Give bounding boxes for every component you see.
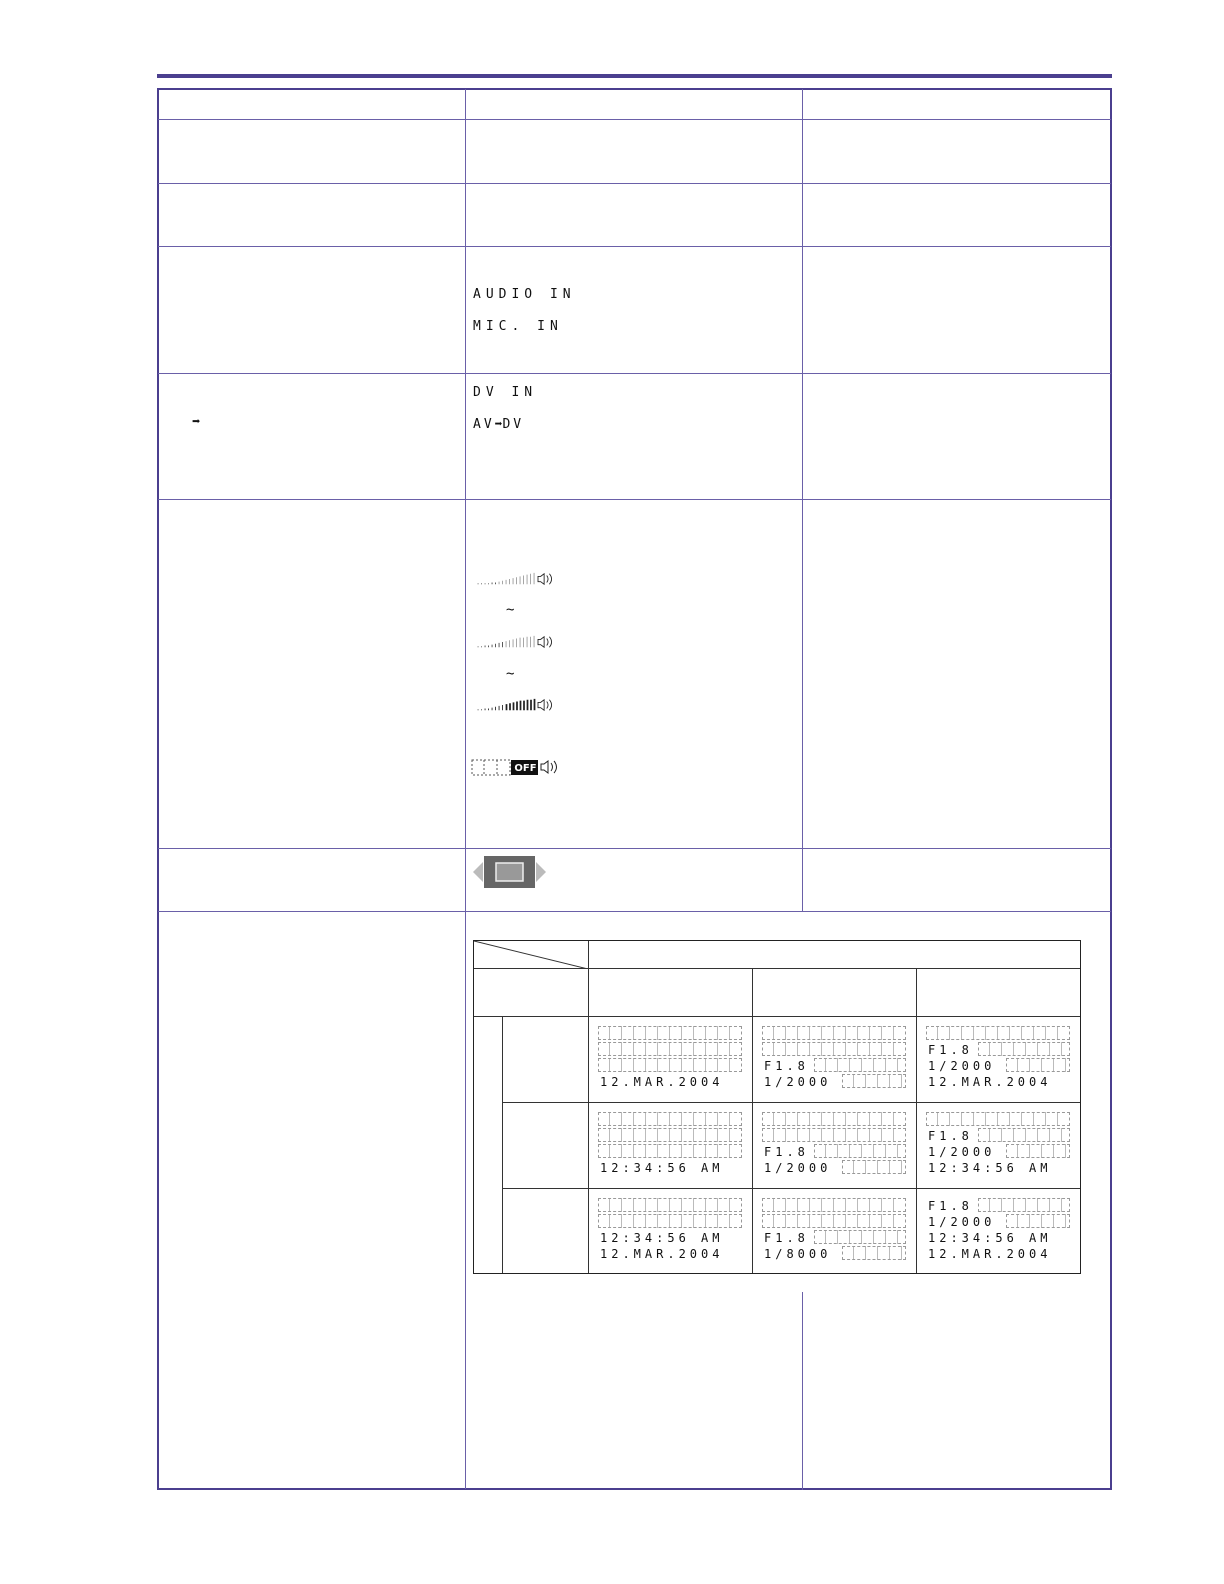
display-shutter-text: 1/2000 bbox=[764, 1161, 832, 1175]
dotted-grid-row bbox=[978, 1128, 1070, 1142]
display-cell-r1c1 bbox=[598, 1026, 743, 1092]
dotted-grid-row bbox=[814, 1058, 906, 1072]
audio-in-label: AUDIO IN bbox=[473, 287, 576, 302]
display-time-text: 12:34:56 AM bbox=[600, 1231, 724, 1245]
av-text: AV bbox=[473, 417, 495, 432]
dotted-grid-row bbox=[598, 1058, 742, 1072]
range-tilde: ~ bbox=[506, 602, 515, 618]
inner-col-c bbox=[916, 968, 917, 1273]
row-line-4 bbox=[158, 499, 1111, 500]
dotted-grid-row bbox=[762, 1026, 906, 1040]
header-rule bbox=[157, 74, 1112, 78]
col-divider-2 bbox=[802, 89, 803, 912]
dotted-grid-row bbox=[926, 1112, 1070, 1126]
display-aperture-text: F1.8 bbox=[764, 1231, 809, 1245]
display-date-text: 12.MAR.2004 bbox=[600, 1075, 724, 1089]
display-time-text: 12:34:56 AM bbox=[600, 1161, 724, 1175]
display-date-text: 12.MAR.2004 bbox=[928, 1075, 1052, 1089]
dotted-grid-row bbox=[598, 1198, 742, 1212]
display-cell-r1c3 bbox=[926, 1026, 1071, 1092]
volume-meter-max bbox=[471, 698, 563, 712]
dv-in-label: DV IN bbox=[473, 385, 538, 400]
dotted-grid-row bbox=[814, 1144, 906, 1158]
inner-col-a bbox=[588, 941, 589, 1273]
dotted-grid-row bbox=[762, 1128, 906, 1142]
row-line-6 bbox=[158, 911, 1111, 912]
display-aperture-text: F1.8 bbox=[928, 1043, 973, 1057]
dotted-grid-row bbox=[762, 1214, 906, 1228]
speaker-icon bbox=[538, 574, 552, 585]
dv-text: DV bbox=[502, 417, 525, 432]
dotted-grid-row bbox=[598, 1214, 742, 1228]
row-line-3 bbox=[158, 373, 1111, 374]
display-shutter-text: 1/2000 bbox=[928, 1059, 996, 1073]
range-tilde: ~ bbox=[506, 666, 515, 682]
dotted-grid-row bbox=[842, 1160, 906, 1174]
spec-table-frame bbox=[157, 88, 1112, 1490]
dotted-grid-row bbox=[598, 1144, 742, 1158]
dotted-grid-row bbox=[762, 1112, 906, 1126]
dotted-grid-row bbox=[1006, 1058, 1070, 1072]
display-aperture-text: F1.8 bbox=[764, 1145, 809, 1159]
dotted-grid-row bbox=[926, 1026, 1070, 1040]
speaker-icon bbox=[541, 761, 557, 773]
row-line-header bbox=[158, 119, 1111, 120]
display-aperture-text: F1.8 bbox=[764, 1059, 809, 1073]
display-date-text: 12.MAR.2004 bbox=[928, 1247, 1052, 1261]
volume-meter-low bbox=[471, 572, 563, 586]
row-line-1 bbox=[158, 183, 1111, 184]
col-divider-2-lower bbox=[802, 1292, 803, 1490]
display-shutter-text: 1/2000 bbox=[764, 1075, 832, 1089]
display-shutter-text: 1/2000 bbox=[928, 1145, 996, 1159]
display-cell-r2c3 bbox=[926, 1112, 1071, 1178]
display-shutter-text: 1/8000 bbox=[764, 1247, 832, 1261]
inner-line-1 bbox=[474, 968, 1080, 969]
speaker-icon bbox=[538, 700, 552, 711]
dotted-grid-row bbox=[978, 1198, 1070, 1212]
dotted-grid-row bbox=[598, 1042, 742, 1056]
dotted-grid-row bbox=[762, 1042, 906, 1056]
dotted-grid-row bbox=[598, 1112, 742, 1126]
row-line-2 bbox=[158, 246, 1111, 247]
arrow-icon: ➡ bbox=[192, 414, 201, 430]
display-time-text: 12:34:56 AM bbox=[928, 1231, 1052, 1245]
dotted-grid-row bbox=[1006, 1144, 1070, 1158]
display-shutter-text: 1/2000 bbox=[928, 1215, 996, 1229]
display-aperture-text: F1.8 bbox=[928, 1199, 973, 1213]
dotted-grid-row bbox=[978, 1042, 1070, 1056]
col-divider-1 bbox=[465, 89, 466, 1489]
row-line-5 bbox=[158, 848, 1111, 849]
display-cell-r2c1 bbox=[598, 1112, 743, 1178]
volume-meter-mid bbox=[471, 635, 563, 649]
off-label: OFF bbox=[514, 763, 537, 774]
corner-diagonal bbox=[474, 941, 588, 969]
dotted-grid-row bbox=[842, 1246, 906, 1260]
dotted-grid-row bbox=[762, 1198, 906, 1212]
dotted-grid-row bbox=[842, 1074, 906, 1088]
frame-nav-icon bbox=[473, 856, 547, 888]
display-cell-r3c3 bbox=[926, 1198, 1071, 1264]
inner-col-left bbox=[502, 1016, 503, 1273]
display-cell-r1c2 bbox=[762, 1026, 907, 1092]
display-aperture-text: F1.8 bbox=[928, 1129, 973, 1143]
dotted-grid-row bbox=[814, 1230, 906, 1244]
inner-line-2 bbox=[474, 1016, 1080, 1017]
dotted-grid-row bbox=[598, 1128, 742, 1142]
speaker-icon bbox=[538, 637, 552, 648]
mic-in-label: MIC. IN bbox=[473, 319, 563, 334]
display-cell-r2c2 bbox=[762, 1112, 907, 1178]
display-date-text: 12.MAR.2004 bbox=[600, 1247, 724, 1261]
display-cell-r3c1 bbox=[598, 1198, 743, 1264]
arrow-icon: ➡ bbox=[494, 417, 503, 432]
inner-col-b bbox=[752, 968, 753, 1273]
display-cell-r3c2 bbox=[762, 1198, 907, 1264]
dotted-grid-row bbox=[598, 1026, 742, 1040]
display-time-text: 12:34:56 AM bbox=[928, 1161, 1052, 1175]
dotted-grid-row bbox=[1006, 1214, 1070, 1228]
av-dv-label bbox=[473, 417, 524, 433]
